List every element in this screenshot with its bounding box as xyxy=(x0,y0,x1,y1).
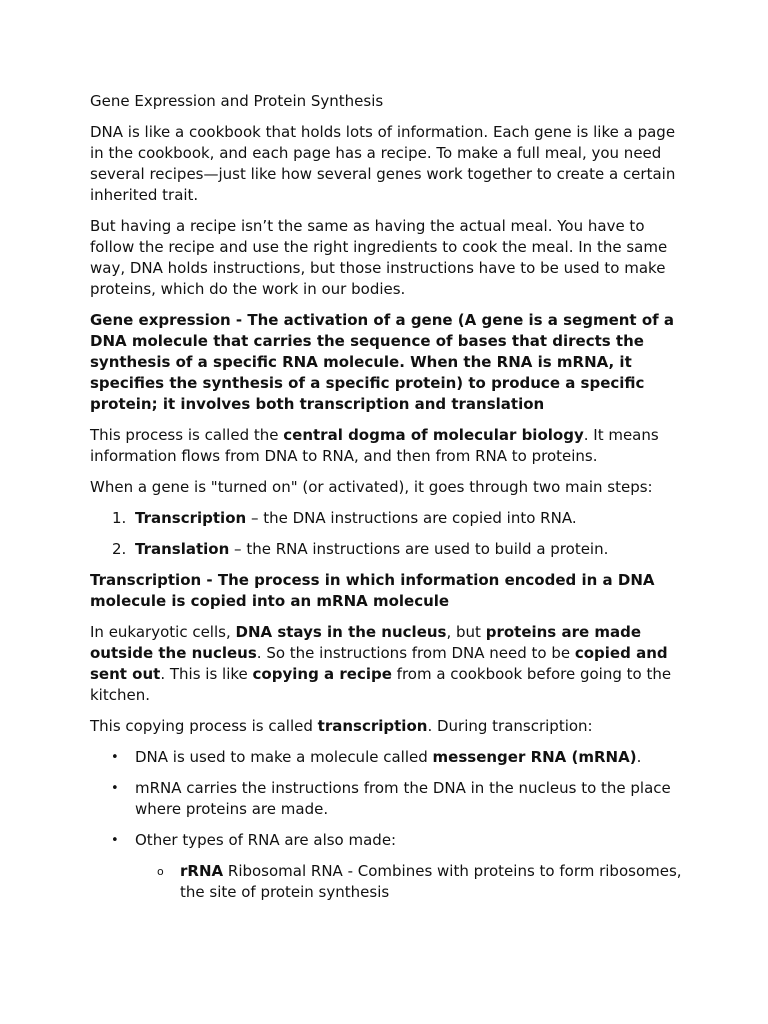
text-span: This copying process is called xyxy=(90,717,318,735)
text-span: from a cookbook before going to the kitchen. xyxy=(90,665,672,704)
central-dogma-term: central dogma of molecular biology xyxy=(283,426,584,444)
bold-phrase: messenger RNA (mRNA) xyxy=(432,748,637,766)
definition-gene-expression-text: Gene expression - The activation of a gene (A gene is a segment of a DNA molecule that carries the sequence of bases that directs the synthesis of a specific RNA molecule. When the RNA is mRNA, it specifies the synthesis of a specific protein) to produce a specific protein; it involves both transcription and translation xyxy=(90,311,674,413)
rna-types-sublist xyxy=(135,861,682,903)
step-term: Translation xyxy=(135,540,230,558)
bold-phrase: transcription xyxy=(317,717,428,735)
intro-paragraph-cookbook: DNA is like a cookbook that holds lots of information. Each gene is like a page in the cookbook, and each page has a recipe. To make a full meal, you need several recipes—just like how several genes work together to create a certain inherited trait. xyxy=(90,123,676,204)
step-description: – the RNA instructions are used to build a protein. xyxy=(229,540,609,558)
list-item-bullet xyxy=(90,830,682,903)
eukaryotic-paragraph xyxy=(90,622,682,706)
text-span: . This is like xyxy=(160,665,253,683)
step-term: Transcription xyxy=(135,509,247,527)
text-span: . xyxy=(636,748,642,766)
text-span: . During transcription: xyxy=(427,717,593,735)
bold-phrase: proteins are made outside the nucleus xyxy=(90,623,642,662)
intro-paragraph-recipe: But having a recipe isn’t the same as having the actual meal. You have to follow the recipe and use the right ingredients to cook the meal. In the same way, DNA holds instructions, but those instructions have to be used to make proteins, which do the work in our bodies. xyxy=(90,217,668,298)
text-span: . It means information flows from DNA to RNA, and then from RNA to proteins. xyxy=(90,426,659,465)
text-span: Other types of RNA are also made: xyxy=(135,831,397,849)
bold-phrase: copied and sent out xyxy=(90,644,668,683)
definition-transcription xyxy=(90,570,682,612)
text-span: In eukaryotic cells, xyxy=(90,623,236,641)
definition-gene-expression xyxy=(90,310,682,415)
step-description: – the DNA instructions are copied into RNA. xyxy=(246,509,577,527)
bullet-icon: • xyxy=(111,833,119,848)
circle-bullet-icon: o xyxy=(157,865,164,878)
text-span: . So the instructions from DNA need to be xyxy=(256,644,575,662)
step-number: 1. xyxy=(112,509,127,527)
document-page xyxy=(90,91,682,913)
definition-transcription-text: Transcription - The process in which information encoded in a DNA molecule is copied into an mRNA molecule xyxy=(90,571,655,610)
bold-phrase: copying a recipe xyxy=(252,665,392,683)
bullet-icon: • xyxy=(111,750,119,765)
document-title: Gene Expression and Protein Synthesis xyxy=(90,92,384,110)
text-span: Ribosomal RNA - Combines with proteins to form ribosomes, the site of protein synthesis xyxy=(180,862,682,901)
list-item-step xyxy=(90,508,682,529)
text-span: This process is called the xyxy=(90,426,284,444)
bold-phrase: DNA stays in the nucleus xyxy=(235,623,447,641)
text-span: , but xyxy=(446,623,486,641)
bold-phrase: rRNA xyxy=(180,862,224,880)
list-item-bullet xyxy=(90,778,682,820)
copying-process-paragraph xyxy=(90,716,682,737)
list-item-step xyxy=(90,539,682,560)
text-span: mRNA carries the instructions from the DNA in the nucleus to the place where proteins are made. xyxy=(135,779,671,818)
list-item-bullet xyxy=(90,747,682,768)
step-number: 2. xyxy=(112,540,127,558)
bullet-icon: • xyxy=(111,781,119,796)
central-dogma-paragraph xyxy=(90,425,682,467)
two-steps-intro: When a gene is "turned on" (or activated), it goes through two main steps: xyxy=(90,478,653,496)
steps-list xyxy=(90,508,682,560)
transcription-bullets xyxy=(90,747,682,903)
list-item-sub-bullet xyxy=(135,861,682,903)
text-span: DNA is used to make a molecule called xyxy=(135,748,433,766)
